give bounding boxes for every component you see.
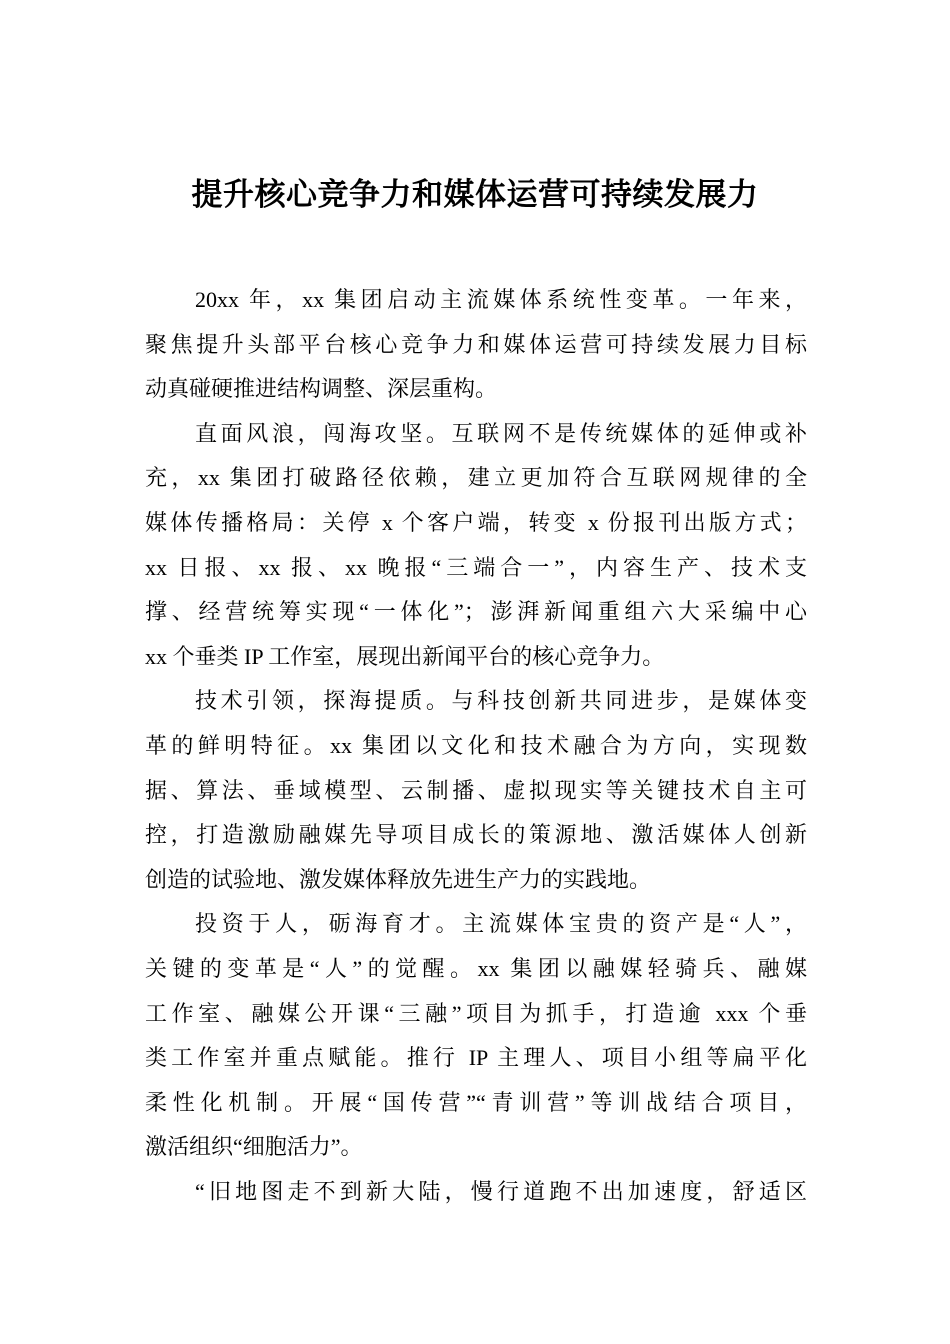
paragraph-line: 媒体传播格局：关停 x 个客户端，转变 x 份报刊出版方式；: [145, 509, 807, 535]
paragraph: [145, 278, 807, 412]
paragraph-line: 撑、经营统筹实现“一体化”；澎湃新闻重组六大采编中心: [145, 599, 807, 625]
paragraph-line: 直面风浪，闯海攻坚。互联网不是传统媒体的延伸或补: [195, 420, 807, 446]
paragraph-line: 控，打造激励融媒先导项目成长的策源地、激活媒体人创新: [145, 822, 807, 848]
paragraph-line: 据、算法、垂域模型、云制播、虚拟现实等关键技术自主可: [145, 777, 807, 803]
paragraph-line: 激活组织“细胞活力”。: [145, 1134, 363, 1160]
paragraph-line: 关键的变革是“人”的觉醒。xx 集团以融媒轻骑兵、融媒: [145, 955, 807, 981]
paragraph-line: 聚焦提升头部平台核心竞争力和媒体运营可持续发展力目标: [145, 331, 807, 357]
paragraph-line: 革的鲜明特征。xx 集团以文化和技术融合为方向，实现数: [145, 732, 807, 758]
paragraph-line: 投资于人，砺海育才。主流媒体宝贵的资产是“人”，: [195, 911, 807, 937]
paragraph: [145, 1170, 807, 1215]
paragraph: [145, 679, 807, 902]
paragraph-line: 充，xx 集团打破路径依赖，建立更加符合互联网规律的全: [145, 465, 807, 491]
paragraph-line: 20xx 年，xx 集团启动主流媒体系统性变革。一年来，: [195, 287, 807, 312]
document-title: 提升核心竞争力和媒体运营可持续发展力: [191, 177, 759, 212]
document-body: [145, 278, 807, 1214]
paragraph-line: 工作室、融媒公开课“三融”项目为抓手，打造逾 xxx 个垂: [145, 1000, 807, 1026]
paragraph: [145, 412, 807, 680]
paragraph-line: xx 日报、xx 报、xx 晚报“三端合一”，内容生产、技术支: [145, 554, 807, 580]
paragraph: [145, 902, 807, 1170]
paragraph-line: 技术引领，探海提质。与科技创新共同进步，是媒体变: [195, 688, 807, 714]
paragraph-line: “旧地图走不到新大陆，慢行道跑不出加速度，舒适区: [195, 1178, 807, 1204]
paragraph-line: 创造的试验地、激发媒体释放先进生产力的实践地。: [145, 866, 652, 892]
paragraph-line: 类工作室并重点赋能。推行 IP 主理人、项目小组等扁平化: [145, 1045, 807, 1071]
paragraph-line: 柔性化机制。开展“国传营”“青训营”等训战结合项目，: [145, 1089, 807, 1115]
paragraph-line: xx 个垂类 IP 工作室，展现出新闻平台的核心竞争力。: [145, 643, 665, 669]
paragraph-line: 动真碰硬推进结构调整、深层重构。: [145, 376, 498, 402]
